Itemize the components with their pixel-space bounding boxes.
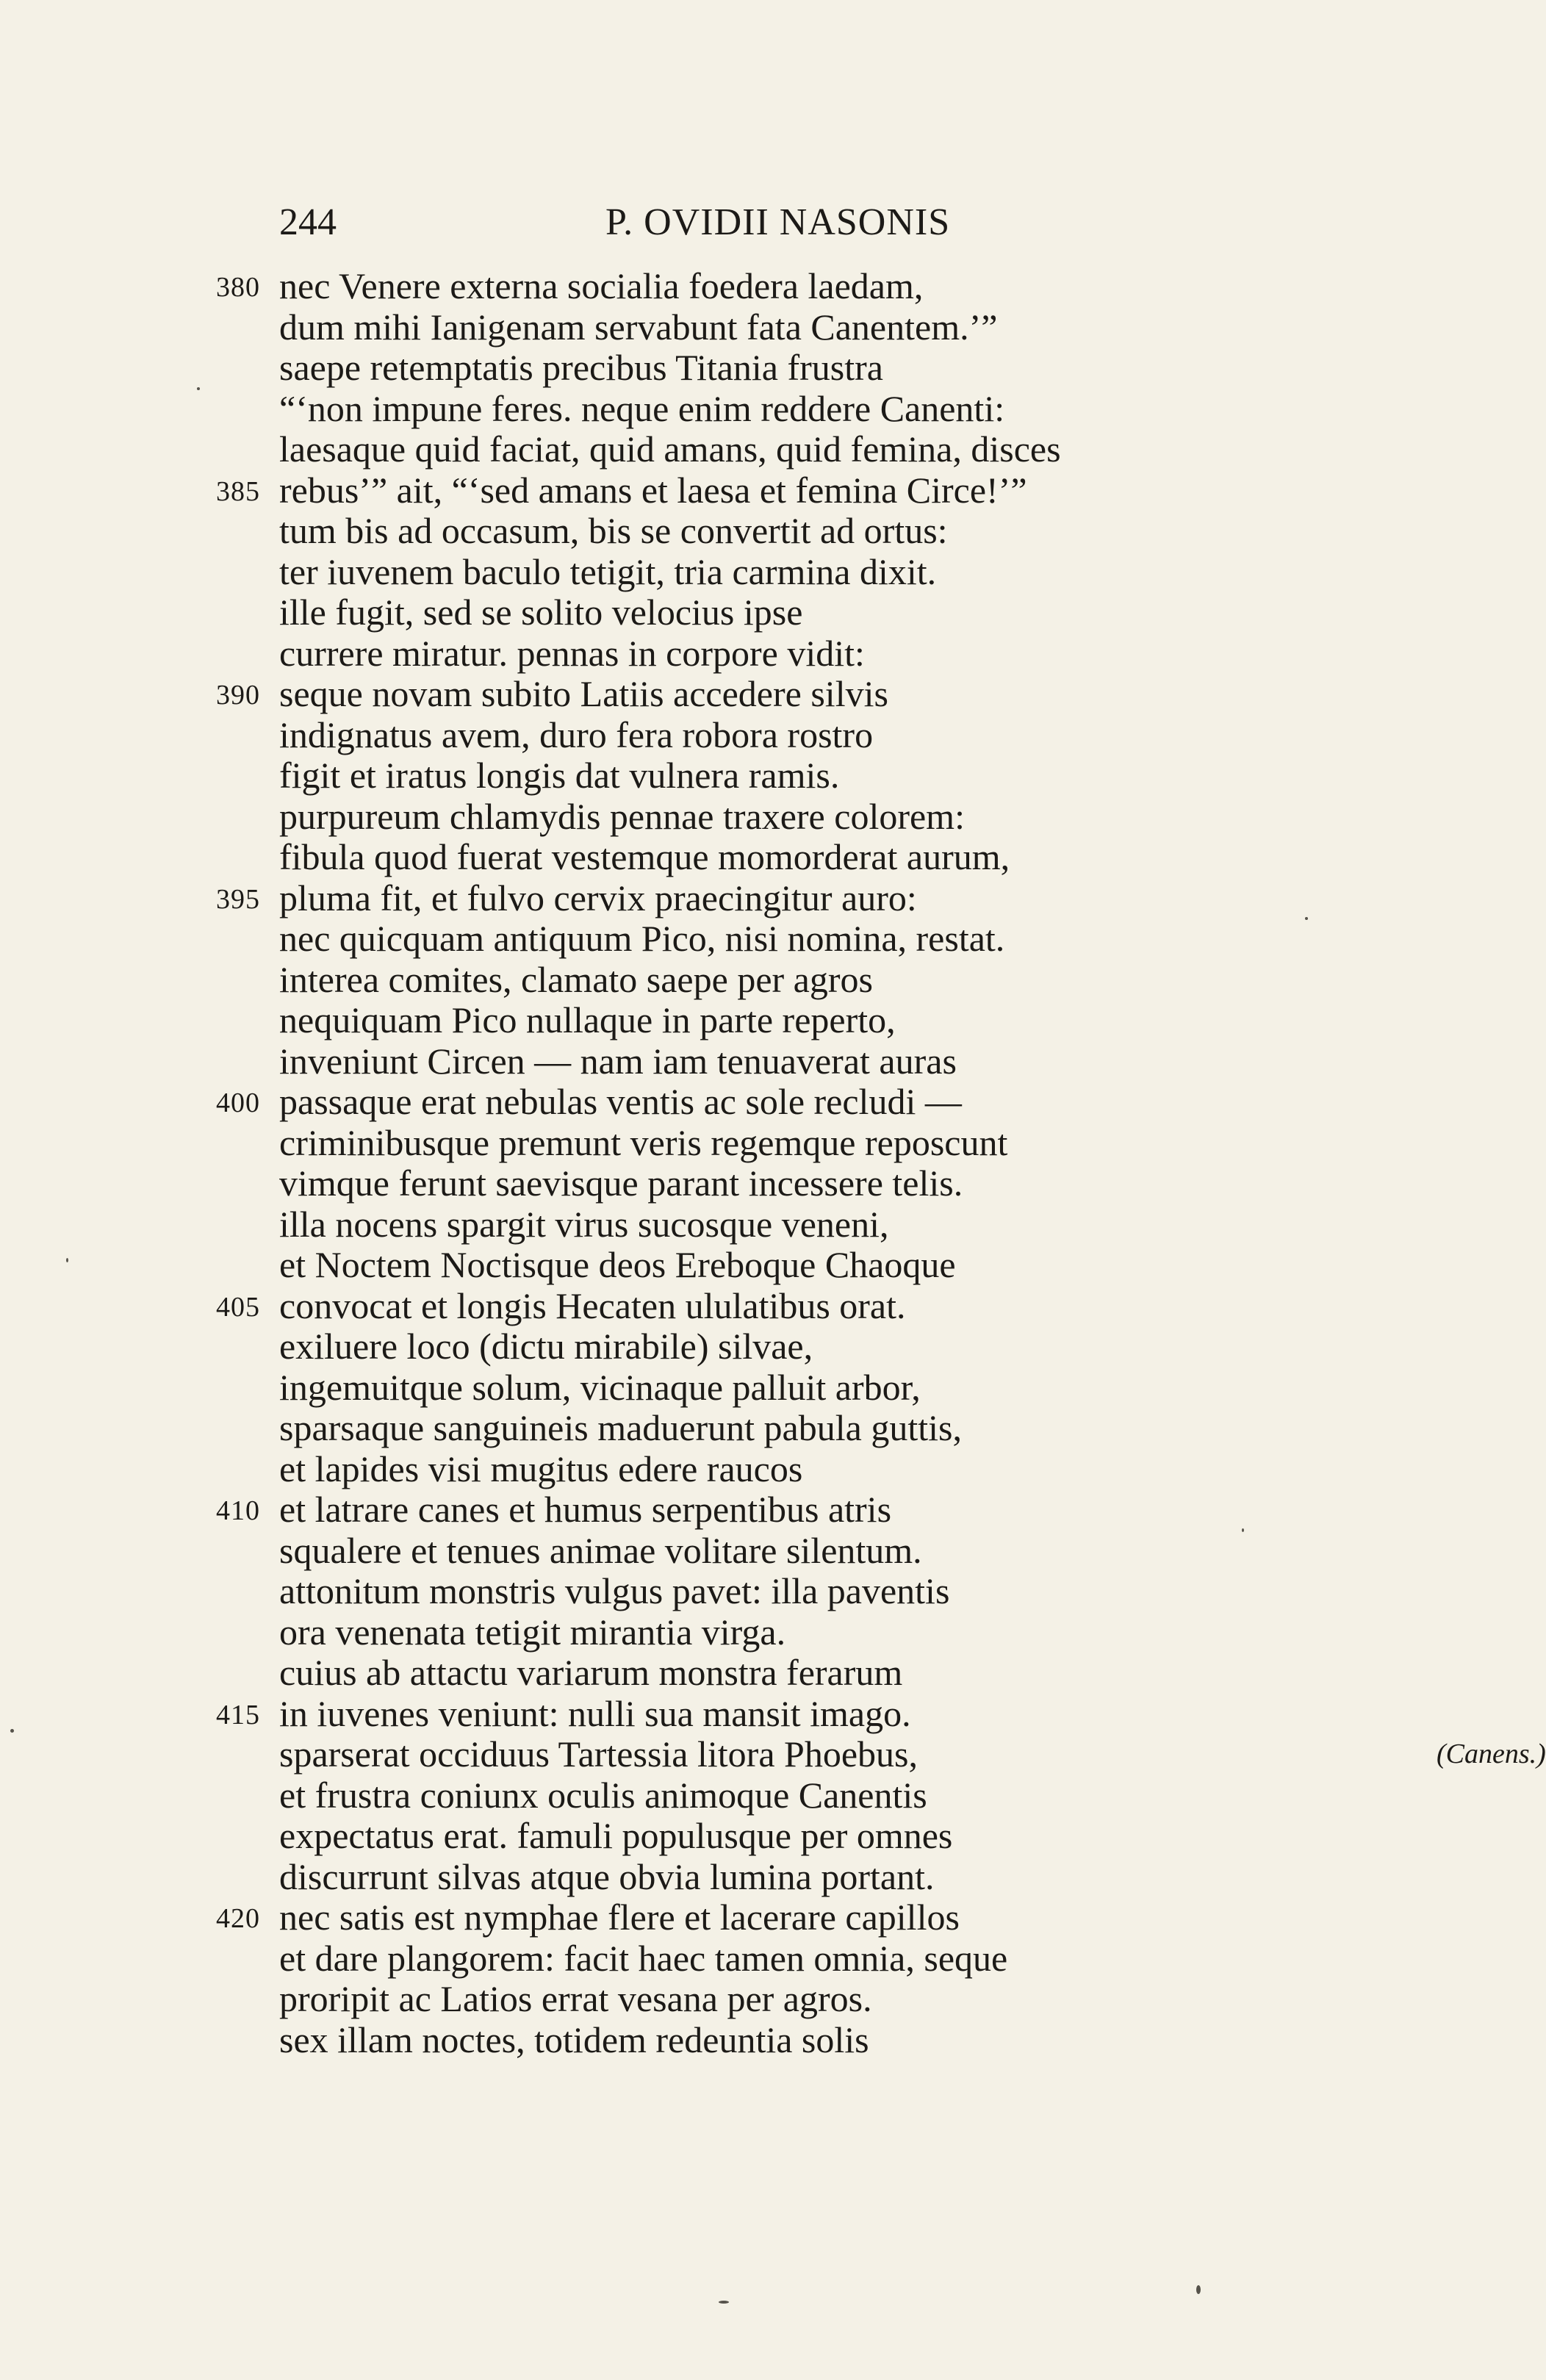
verse-line	[279, 755, 1264, 797]
verse-line	[279, 1733, 1546, 1775]
verse-text: attonitum monstris vulgus pavet: illa paventis	[279, 1570, 950, 1611]
verse-text: nec quicquam antiquum Pico, nisi nomina, restat.	[279, 918, 1005, 959]
line-number: 395	[216, 883, 260, 915]
verse-line	[216, 265, 1264, 307]
verse-line	[279, 1775, 1264, 1816]
line-number: 380	[216, 272, 260, 303]
verse-text: et latrare canes et humus serpentibus atris	[279, 1489, 892, 1530]
verse-text: “‘non impune feres. neque enim reddere Canenti:	[279, 387, 1005, 429]
verse-line	[279, 511, 1264, 552]
verse-line	[279, 1449, 1264, 1490]
verse-line	[279, 1408, 1264, 1449]
verse-text: figit et iratus longis dat vulnera ramis.	[279, 755, 840, 796]
verse-line	[279, 918, 1264, 960]
verse-line	[279, 1000, 1264, 1041]
ink-speck	[1305, 917, 1308, 920]
verse-line	[279, 1816, 1264, 1857]
verse-text: proripit ac Latios errat vesana per agros.	[279, 1978, 872, 2019]
line-number: 420	[216, 1903, 260, 1934]
verse-line	[279, 837, 1264, 878]
verse-line	[279, 1612, 1264, 1653]
verse-text: et lapides visi mugitus edere raucos	[279, 1448, 803, 1489]
verse-line	[216, 1081, 1264, 1123]
verse-line	[279, 1163, 1264, 1204]
ink-speck	[1242, 1528, 1244, 1532]
ink-speck	[10, 1729, 14, 1733]
verse-line	[279, 2020, 1264, 2061]
verse-text: tum bis ad occasum, bis se convertit ad ortus:	[279, 510, 948, 551]
line-number: 390	[216, 680, 260, 711]
verse-line	[216, 1692, 1264, 1735]
verse-text: purpureum chlamydis pennae traxere colorem:	[279, 795, 965, 837]
line-number: 385	[216, 475, 260, 507]
verse-text: discurrunt silvas atque obvia lumina portant.	[279, 1855, 935, 1897]
verse-text: nequiquam Pico nullaque in parte reperto,	[279, 999, 896, 1040]
ink-speck	[197, 387, 200, 390]
verse-text: et Noctem Noctisque deos Ereboque Chaoque	[279, 1244, 956, 1285]
verse-text: illa nocens spargit virus sucosque veneni,	[279, 1203, 889, 1245]
verse-line	[279, 1653, 1264, 1694]
verse-text: passaque erat nebulas ventis ac sole recludi —	[279, 1081, 962, 1122]
page-number: 244	[279, 201, 337, 243]
line-number: 405	[216, 1291, 260, 1323]
verse-line	[279, 429, 1264, 470]
verse-text: squalere et tenues animae volitare silentum.	[279, 1529, 922, 1571]
ink-speck	[1196, 2285, 1201, 2294]
verse-text: dum mihi Ianigenam servabunt fata Canentem.’”	[279, 306, 998, 348]
verse-text: sparsaque sanguineis maduerunt pabula guttis,	[279, 1407, 962, 1448]
verse-text: convocat et longis Hecaten ululatibus orat.	[279, 1284, 906, 1326]
running-head	[279, 197, 1014, 248]
verse-line	[279, 1204, 1264, 1245]
verse-text: sparserat occiduus Tartessia litora Phoebus,	[279, 1733, 918, 1775]
verse-text: ter iuvenem baculo tetigit, tria carmina dixit.	[279, 550, 937, 592]
verse-line	[279, 1326, 1264, 1367]
line-number: 400	[216, 1087, 260, 1118]
verse-line	[279, 1041, 1264, 1082]
verse-text: interea comites, clamato saepe per agros	[279, 958, 873, 1000]
verse-text: et frustra coniunx oculis animoque Canentis	[279, 1774, 927, 1816]
verse-line	[216, 1489, 1264, 1531]
verse-line	[216, 469, 1264, 511]
verse-line	[216, 673, 1264, 715]
ink-speck	[66, 1258, 68, 1262]
verse-text: nec Venere externa socialia foedera laedam,	[279, 265, 924, 306]
verse-text: indignatus avem, duro fera robora rostro	[279, 713, 874, 755]
verse-text: currere miratur. pennas in corpore vidit:	[279, 632, 865, 674]
verse-line	[279, 389, 1264, 430]
verse-text: pluma fit, et fulvo cervix praecingitur auro:	[279, 877, 917, 918]
verse-text: nec satis est nymphae flere et lacerare capillos	[279, 1897, 960, 1938]
verse-text: ora venenata tetigit mirantia virga.	[279, 1611, 786, 1653]
verse-line	[279, 1571, 1264, 1612]
ink-speck	[719, 2301, 729, 2304]
verse-line	[279, 592, 1264, 633]
verse-line	[279, 1245, 1264, 1286]
verse-line	[279, 797, 1264, 838]
verse-line	[279, 1531, 1264, 1572]
verse-line	[279, 1857, 1264, 1898]
line-number: 415	[216, 1699, 260, 1730]
verse-text: ille fugit, sed se solito velocius ipse	[279, 592, 803, 633]
verse-line	[279, 1979, 1264, 2020]
verse-line	[216, 1284, 1264, 1327]
verse-line	[279, 715, 1264, 756]
verse-block	[216, 265, 1546, 2060]
verse-line	[279, 348, 1264, 389]
verse-text: exiluere loco (dictu mirabile) silvae,	[279, 1326, 813, 1367]
verse-line	[279, 552, 1264, 593]
verse-text: fibula quod fuerat vestemque momorderat aurum,	[279, 836, 1010, 877]
verse-text: vimque ferunt saevisque parant incessere telis.	[279, 1162, 963, 1204]
line-number: 410	[216, 1495, 260, 1526]
book-title: P. OVIDII NASONIS	[605, 201, 951, 243]
verse-text: expectatus erat. famuli populusque per omnes	[279, 1815, 953, 1856]
verse-line	[279, 307, 1264, 348]
verse-line	[216, 877, 1264, 919]
verse-text: inveniunt Circen — nam iam tenuaverat auras	[279, 1040, 957, 1082]
verse-text: et dare plangorem: facit haec tamen omnia, seque	[279, 1937, 1008, 1979]
verse-line	[279, 1367, 1264, 1409]
verse-line	[279, 960, 1264, 1001]
verse-text: rebus’” ait, “‘sed amans et laesa et femina Circe!’”	[279, 469, 1027, 511]
verse-line	[216, 1897, 1264, 1938]
verse-text: ingemuitque solum, vicinaque palluit arbor,	[279, 1366, 921, 1408]
verse-line	[279, 1938, 1264, 1980]
marginal-note: (Canens.)	[1437, 1739, 1546, 1769]
verse-text: saepe retemptatis precibus Titania frustra	[279, 347, 883, 388]
verse-line	[279, 1123, 1264, 1164]
verse-line	[279, 633, 1264, 675]
verse-text: sex illam noctes, totidem redeuntia solis	[279, 2018, 869, 2060]
verse-text: seque novam subito Latiis accedere silvis	[279, 673, 888, 714]
verse-text: criminibusque premunt veris regemque reposcunt	[279, 1121, 1008, 1163]
verse-text: laesaque quid faciat, quid amans, quid femina, disces	[279, 428, 1061, 470]
verse-text: cuius ab attactu variarum monstra ferarum	[279, 1652, 903, 1693]
verse-text: in iuvenes veniunt: nulli sua mansit imago.	[279, 1692, 911, 1734]
